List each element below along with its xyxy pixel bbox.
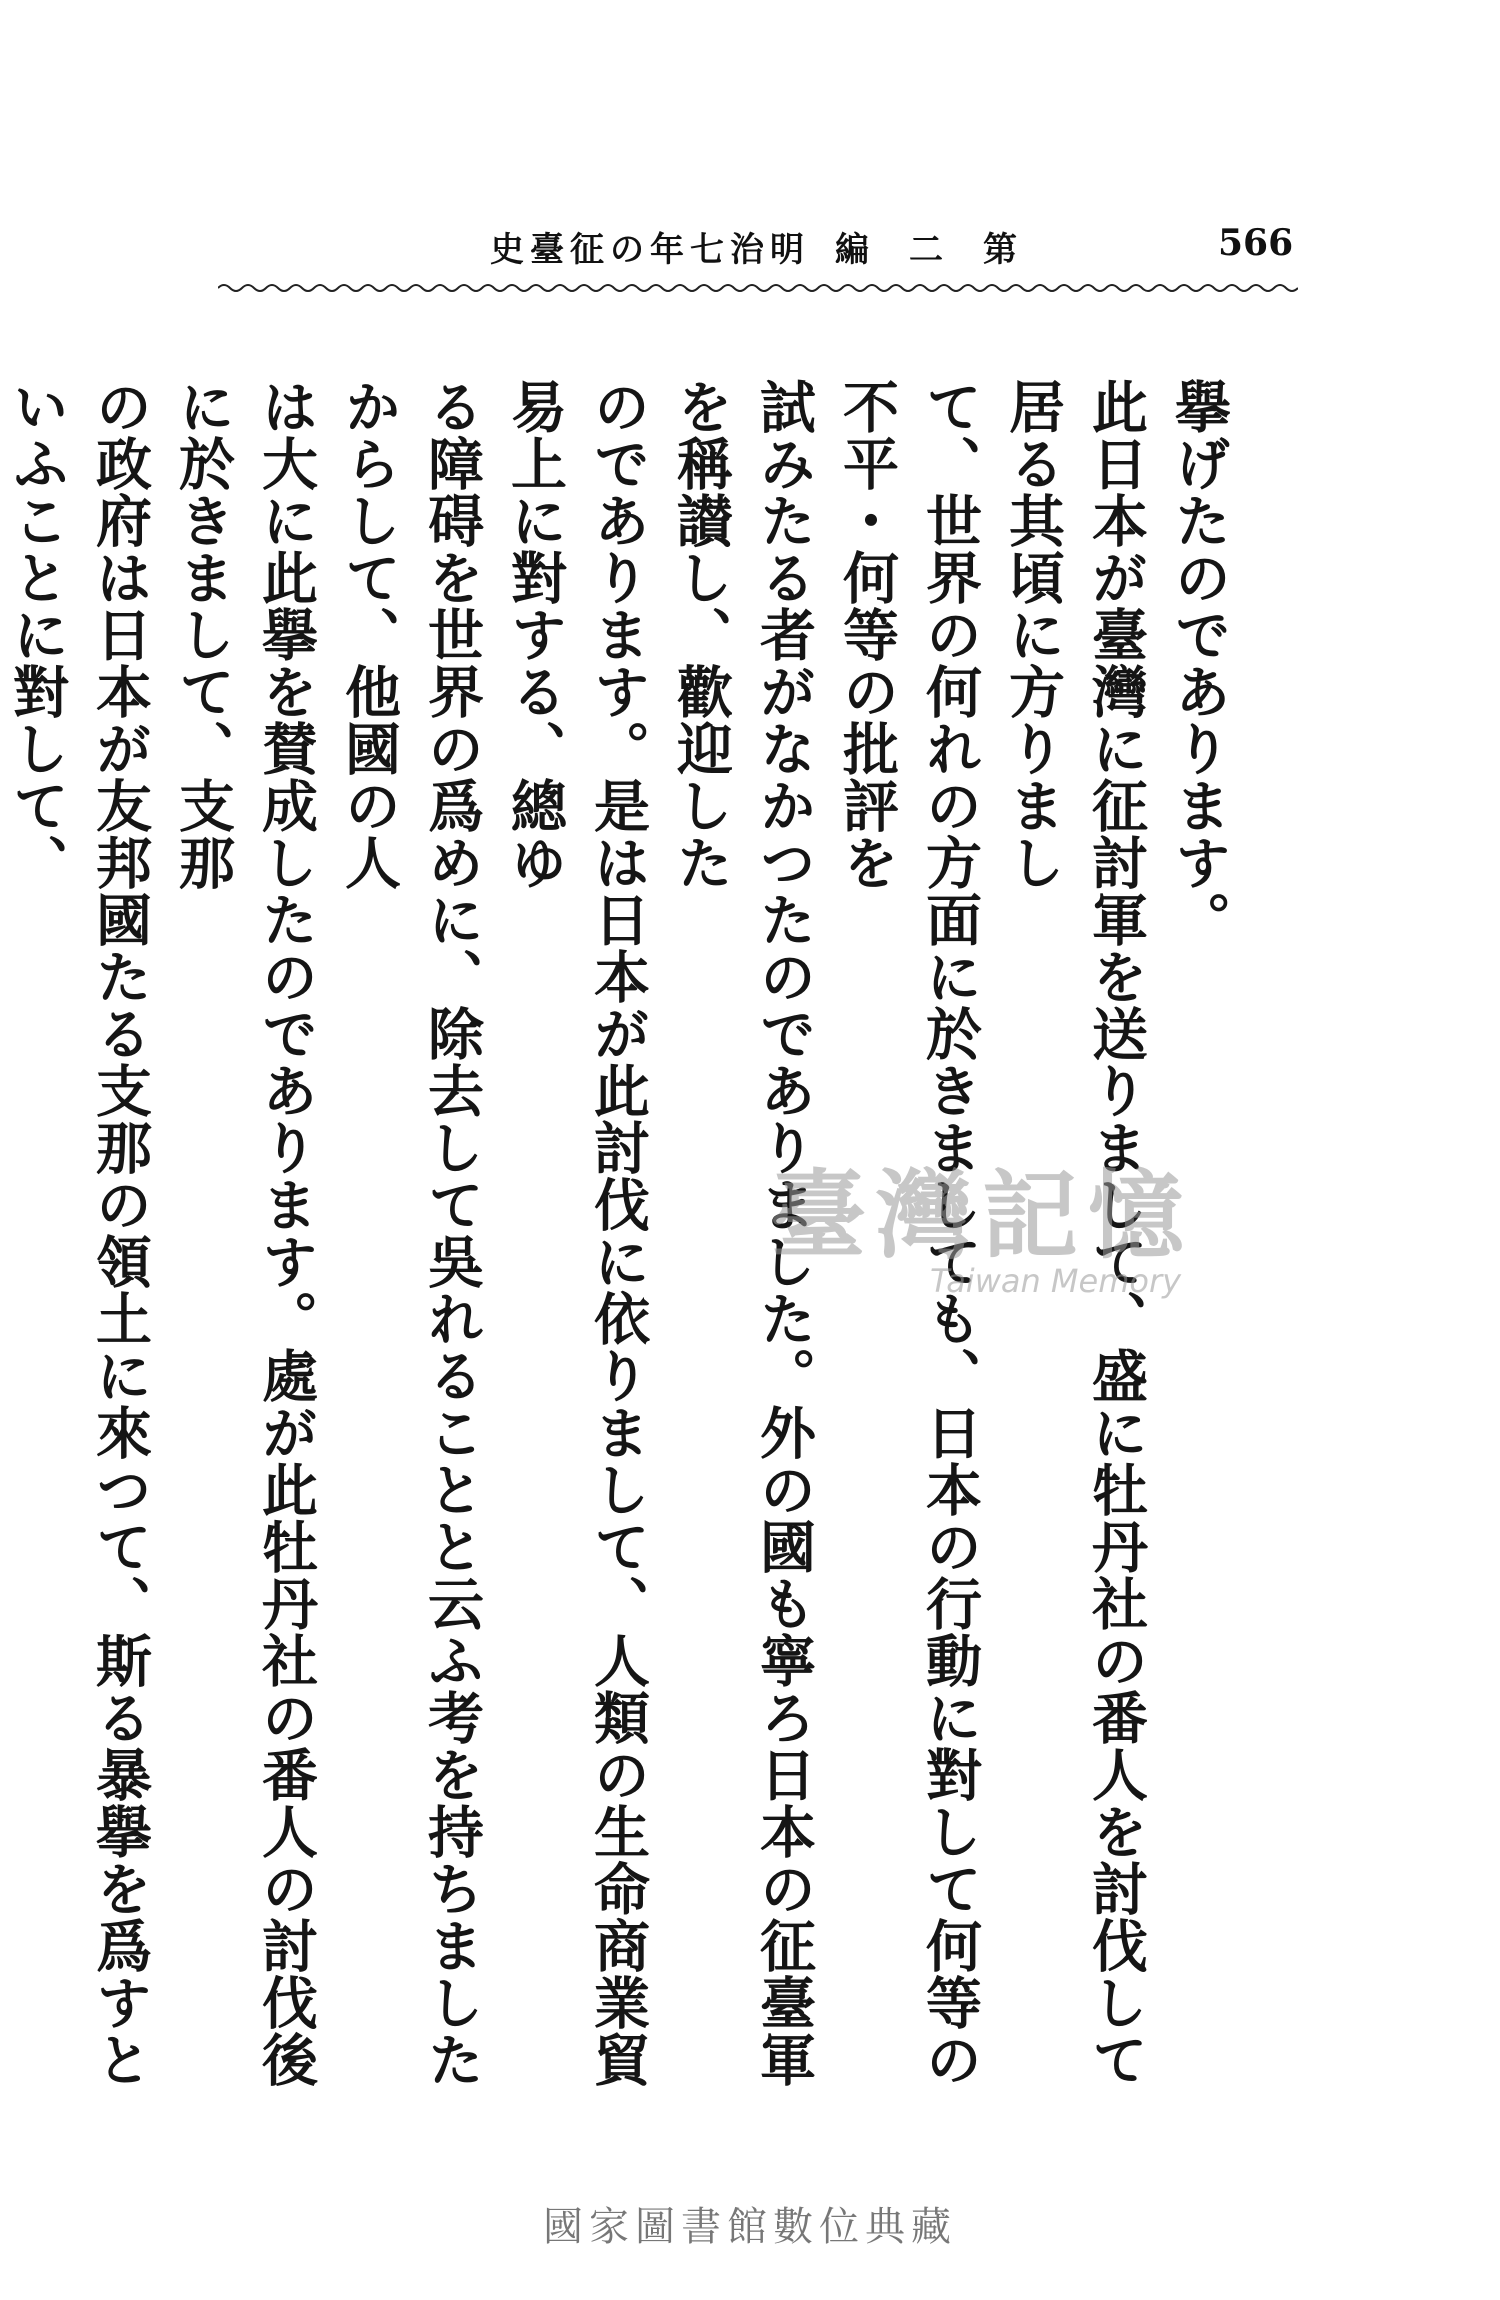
watermark (770, 1140, 1250, 1300)
page-number: 566 (1218, 222, 1294, 264)
watermark-english: Taiwan Memory (930, 1262, 1182, 1300)
running-header-section: 編二第 (835, 230, 1057, 270)
footer-collection-credit: 國家圖書館數位典藏 (543, 2204, 957, 2250)
body-text-vertical: 擧げたのであります。 此日本が臺灣に征討軍を送りまして、盛に牡丹社の番人を討伐して居る其頃に方りまし て、世界の何れの方面に於きましても、日本の行動に對して何等の不平・何等の批評を 試みたる者がなかつたのでありました。外の國も寧ろ日本の征臺軍を稱讃し、歡迎した のであります。是は日本が此討伐に依りまして、人類の生命商業貿易上に對する、總ゆ る障碍を世界の爲めに、除去して吳れることと云ふ考を持ちましたからして、他國の人 は大に此擧を賛成したのであります。處が此牡丹社の番人の討伐後に於きまして、支那 の政府は日本が友邦國たる支那の領土に來つて、斯る暴擧を爲すといふことに對して、 (4, 378, 1232, 2088)
watermark-chinese: 臺灣記憶 (770, 1159, 1194, 1272)
running-header-title: 史臺征の年七治明 (490, 230, 810, 270)
header-wavy-rule (218, 282, 1298, 294)
